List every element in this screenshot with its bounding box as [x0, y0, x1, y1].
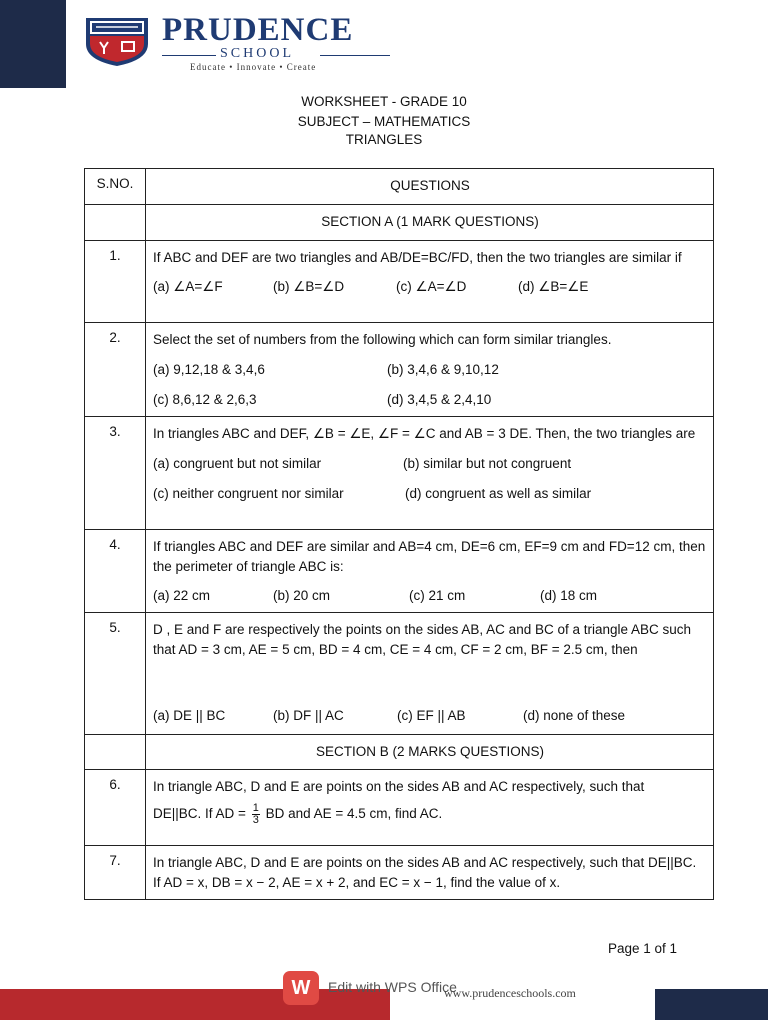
- option-b: (b) similar but not congruent: [403, 456, 572, 471]
- option-a: (a) 22 cm: [153, 588, 211, 603]
- question-cell: [146, 241, 714, 323]
- question-row-6: [85, 770, 714, 846]
- empty-cell: [85, 735, 146, 770]
- option-d: (d) none of these: [523, 708, 626, 723]
- question-number: 5.: [85, 613, 146, 735]
- question-text: Select the set of numbers from the following which can form similar triangles.: [153, 332, 612, 347]
- options: [153, 277, 707, 297]
- options-row-2: [153, 390, 707, 410]
- section-a-heading: SECTION A (1 MARK QUESTIONS): [146, 205, 714, 241]
- question-cell: [146, 770, 714, 846]
- question-cell: [146, 323, 714, 417]
- question-cell: [146, 530, 714, 613]
- option-a: (a) 9,12,18 & 3,4,6: [153, 362, 265, 377]
- option-d: (d) 18 cm: [540, 588, 598, 603]
- question-row-5: [85, 613, 714, 735]
- question-cell: [146, 417, 714, 530]
- option-c: (c) EF || AB: [397, 708, 466, 723]
- question-text-pre: DE||BC. If AD =: [153, 806, 246, 822]
- worksheet-title: WORKSHEET - GRADE 10: [301, 94, 467, 109]
- logo-rule-right: [320, 55, 390, 56]
- option-c: (c) 8,6,12 & 2,6,3: [153, 392, 257, 407]
- option-c: (c) 21 cm: [409, 588, 466, 603]
- question-cell: [146, 846, 714, 900]
- option-a: (a) congruent but not similar: [153, 456, 322, 471]
- options-row-1: [153, 360, 707, 380]
- question-text: If ABC and DEF are two triangles and AB/DE=BC/FD, then the two triangles are similar if: [153, 250, 682, 265]
- footer-navy-bar: [655, 989, 768, 1020]
- question-text-post: BD and AE = 4.5 cm, find AC.: [265, 806, 443, 822]
- question-row-7: [85, 846, 714, 900]
- option-b: (b) DF || AC: [273, 708, 344, 723]
- logo-rule-left: [162, 55, 216, 56]
- subject-title: SUBJECT – MATHEMATICS: [297, 114, 471, 129]
- option-c: (c) neither congruent nor similar: [153, 486, 344, 501]
- question-text: D , E and F are respectively the points on the sides AB, AC and BC of a triangle ABC such that AD = 3 cm, AE = 5 cm, BD = 4 cm, CE = 4 cm, CF = 2 cm, BF = 2.5 cm, then: [153, 622, 692, 657]
- question-number: 3.: [85, 417, 146, 530]
- question-number: 6.: [85, 770, 146, 846]
- question-text: In triangle ABC, D and E are points on the sides AB and AC respectively, such that: [153, 779, 645, 794]
- question-text-line-2: [153, 803, 707, 826]
- website-url: www.prudenceschools.com: [444, 986, 576, 1000]
- column-header-sno: S.NO.: [85, 169, 146, 205]
- option-a: (a) ∠A=∠F: [153, 279, 223, 294]
- question-text: In triangle ABC, D and E are points on the sides AB and AC respectively, such that DE||BC. If AD = x, DB = x − 2, AE = x + 2, and EC = x − 1, find the value of x.: [153, 855, 697, 890]
- options: [153, 706, 707, 726]
- school-crest-icon: [82, 16, 152, 68]
- section-b-heading: SECTION B (2 MARKS QUESTIONS): [146, 735, 714, 770]
- question-cell: [146, 613, 714, 735]
- table-header-row: [85, 169, 714, 205]
- question-number: 4.: [85, 530, 146, 613]
- topic-title: TRIANGLES: [345, 132, 423, 147]
- school-name: PRUDENCE: [162, 12, 354, 48]
- header-navy-block: [0, 0, 66, 88]
- question-row-1: [85, 241, 714, 323]
- empty-cell: [85, 205, 146, 241]
- option-b: (b) 20 cm: [273, 588, 331, 603]
- options-row-2: [153, 484, 707, 504]
- wps-office-icon[interactable]: W: [283, 971, 319, 1005]
- option-c: (c) ∠A=∠D: [396, 279, 467, 294]
- question-number: 1.: [85, 241, 146, 323]
- options-row-1: [153, 454, 707, 474]
- fraction: [252, 803, 260, 826]
- page-number: Page 1 of 1: [608, 941, 678, 956]
- option-d: (d) ∠B=∠E: [518, 279, 589, 294]
- edit-with-wps-link[interactable]: Edit with WPS Office: [328, 979, 457, 995]
- options: [153, 586, 707, 606]
- school-subtitle: SCHOOL: [220, 46, 295, 61]
- question-row-3: [85, 417, 714, 530]
- column-header-questions: QUESTIONS: [146, 169, 714, 205]
- option-b: (b) 3,4,6 & 9,10,12: [387, 362, 499, 377]
- option-a: (a) DE || BC: [153, 708, 226, 723]
- question-text: In triangles ABC and DEF, ∠B = ∠E, ∠F = ∠C and AB = 3 DE. Then, the two triangles are: [153, 426, 696, 441]
- worksheet-table: [84, 168, 714, 900]
- option-b: (b) ∠B=∠D: [273, 279, 345, 294]
- question-text: If triangles ABC and DEF are similar and AB=4 cm, DE=6 cm, EF=9 cm and FD=12 cm, then the perimeter of triangle ABC is:: [153, 539, 706, 574]
- fraction-denominator: 3: [252, 814, 259, 826]
- school-logo: [82, 14, 392, 74]
- question-number: 7.: [85, 846, 146, 900]
- section-b-row: [85, 735, 714, 770]
- question-row-4: [85, 530, 714, 613]
- option-d: (d) 3,4,5 & 2,4,10: [387, 392, 492, 407]
- section-a-row: [85, 205, 714, 241]
- option-d: (d) congruent as well as similar: [405, 486, 592, 501]
- question-row-2: [85, 323, 714, 417]
- question-number: 2.: [85, 323, 146, 417]
- school-tagline: Educate • Innovate • Create: [190, 62, 317, 72]
- fraction-numerator: 1: [252, 802, 259, 814]
